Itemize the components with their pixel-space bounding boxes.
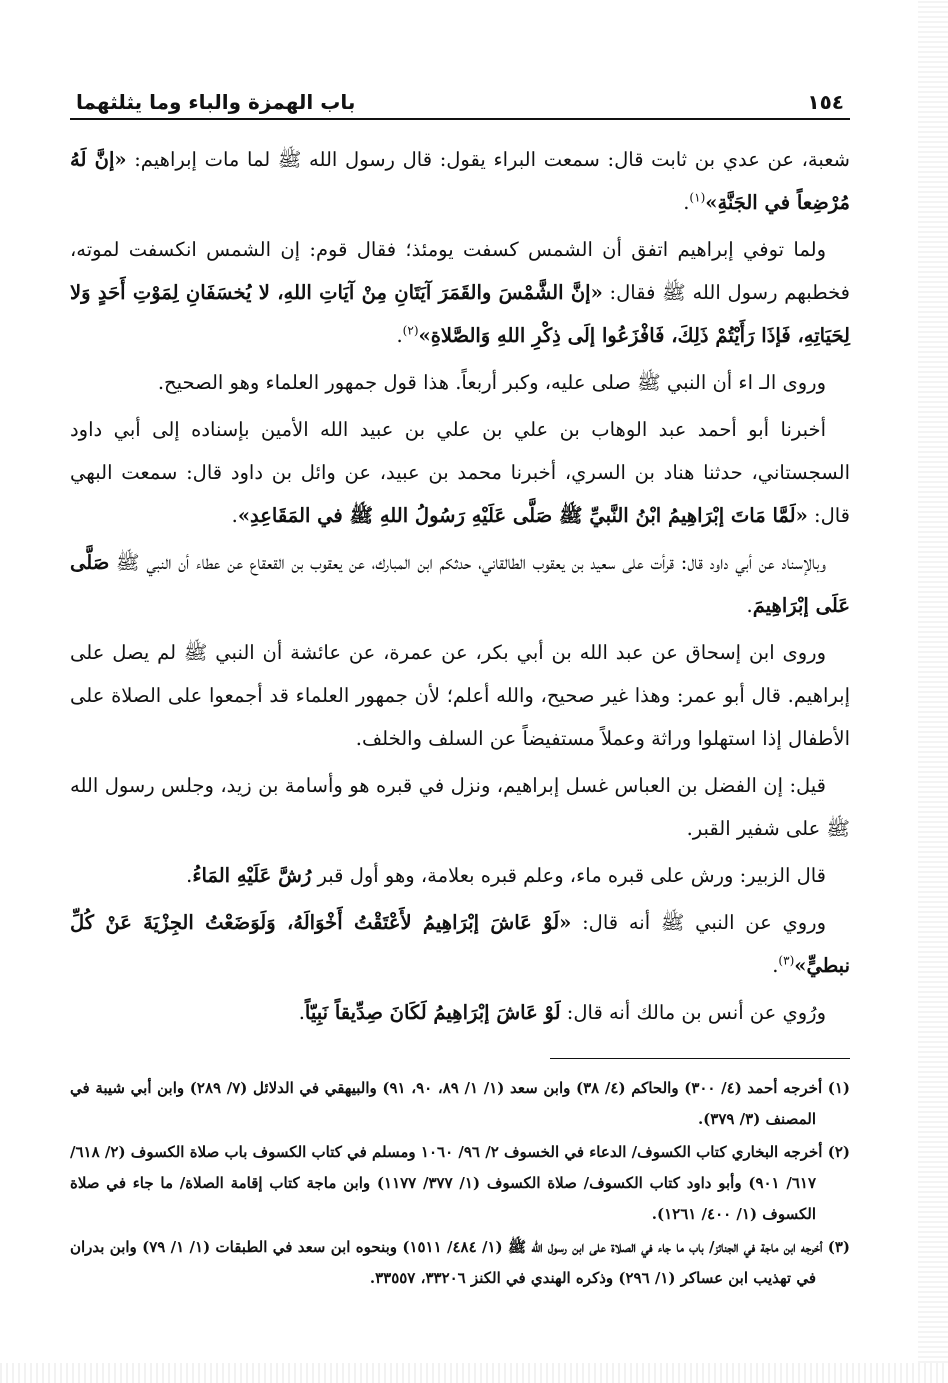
footnote-ref: (٣) [778,953,795,968]
footnote: (٣) أخرجه ابن ماجة في الجنائز/ باب ما جاء في الصلاة على ابن رسول الله ﷺ (١/ ٤٨٤/ ١٥١١) وبنحوه ابن سعد في الطبقات (١/ ١/ ٧٩) وابن بدران في تهذيب ابن عساكر (١/ ٢٩٦) وذكره الهندي في الكنز ٣٣٢٠٦، ٣٣٥٥٧. [70,1238,851,1287]
main-text [70,138,850,1034]
page-number: ١٥٤ [807,90,844,114]
paragraph [70,991,850,1034]
paragraph-text: وروي عن النبي ﷺ أنه قال: [571,911,826,934]
hadith-quote: لَوْ عَاشَ إبْرَاهِيمُ لَكَانَ صِدِّيقاً نَبِيّاً [304,1001,561,1024]
paragraph-text: وبالإسناد عن أبي داود قال: قرأت على سعيد بن يعقوب الطالقاني، حدثكم ابن المبارك، عن يعقوب بن القعقاع عن عطاء أن النبي ﷺ [109,551,826,574]
paragraph [70,901,850,987]
running-header [70,78,850,114]
paragraph-end: . [746,594,753,617]
paragraph-end: . [772,954,779,977]
hadith-quote: «لَوْ عَاشَ إبْرَاهِيمُ لأَعْتَقْتُ أَخْوَالَهُ، وَلَوَضَعْتُ الجِزْيَةَ عَنْ كُلِّ نبطيٍّ» [70,911,850,977]
paragraph [70,764,850,850]
paragraph-end: . [683,191,690,214]
footnote-separator [550,1058,850,1059]
paragraph [70,854,850,897]
footnote-ref: (٢) [402,323,419,338]
paragraph-text: وروى ابن إسحاق عن عبد الله بن أبي بكر، عن عمرة، عن عائشة أن النبي ﷺ لم يصل على إبراهيم. قال أبو عمر: وهذا غير صحيح، والله أعلم؛ لأن جمهور العلماء قد أجمعوا على الصلاة على الأطفال إذا استهلوا وراثة وعملاً مستفيضاً عن السلف والخلف. [70,641,850,750]
hadith-quote: رُشَّ عَلَيْهِ المَاءُ [192,864,312,887]
hadith-quote: «إنَّ لَهُ مُرْضِعاً في الجَنَّةِ» [70,148,850,214]
paragraph-end: . [231,504,238,527]
paragraph-end: . [396,324,403,347]
paragraph-text: ولما توفي إبراهيم اتفق أن الشمس كسفت يومئذ؛ فقال قوم: إن الشمس انكسفت لموته، فخطبهم رسول الله ﷺ فقال: [70,238,851,304]
footnote: (٢) أخرجه البخاري كتاب الكسوف/ الدعاء في الخسوف ٢/ ٩٦/ ١٠٦٠ ومسلم في كتاب الكسوف باب صلاة الكسوف (٢/ ٦١٨/ ٦١٧/ ٩٠١) وأبو داود كتاب الكسوف/ صلاة الكسوف (١/ ٣٧٧/ ١١٧٧) وابن ماجة كتاب إقامة الصلاة/ ما جاء في صلاة الكسوف (١/ ٤٠٠/ ١٢٦١). [70,1143,850,1223]
scan-edge-bottom [0,1363,948,1383]
paragraph [70,541,850,627]
paragraph-text: قال الزبير: ورش على قبره ماء، وعلم قبره بعلامة، وهو أول قبر [311,864,826,887]
paragraph-text: وروى الـ اء أن النبي ﷺ صلى عليه، وكبر أربعاً. هذا قول جمهور العلماء وهو الصحيح. [157,371,826,394]
scan-edge-right [918,0,948,1383]
book-page [70,78,850,1296]
hadith-quote: «إنَّ الشَّمْسَ والقَمَرَ آيَتَانِ مِنْ آيَاتِ اللهِ، لا يُخسَفَانِ لِمَوْتِ أَحَدٍ وَلا لِحَيَاتِهِ، فَإذَا رَأَيْتُمْ ذَلِكَ، فَافْزَعُوا إلَى ذِكْرِ اللهِ وَالصَّلاةِ» [70,281,850,347]
paragraph [70,631,850,760]
paragraph [70,361,850,404]
paragraph [70,408,850,537]
paragraph [70,228,850,357]
footnotes [70,1073,850,1294]
paragraph-text: أخبرنا أبو أحمد عبد الوهاب بن علي بن علي بن عبيد الله الأمين بإسناده إلى أبي داود السجستاني، حدثنا هناد بن السري، أخبرنا محمد بن عبيد، عن وائل بن داود قال: سمعت البهي قال: [70,418,850,527]
footnote-ref: (١) [689,190,706,205]
paragraph [70,138,850,224]
paragraph-text: قيل: إن الفضل بن العباس غسل إبراهيم، ونزل في قبره هو وأسامة بن زيد، وجلس رسول الله ﷺ على شفير القبر. [70,774,850,840]
paragraph-end: . [186,864,193,887]
footnote: (١) أخرجه أحمد (٤/ ٣٠٠) والحاكم (٤/ ٣٨) وابن سعد (١/ ١/ ٨٩، ٩٠، ٩١) والبيهقي في الدلائل (٧/ ٢٨٩) وابن أبي شيبة في المصنف (٣/ ٣٧٩). [70,1079,851,1128]
chapter-title: باب الهمزة والباء وما يثلثهما [76,90,356,114]
paragraph-end: . [298,1001,305,1024]
paragraph-text: ورُوي عن أنس بن مالك أنه قال: [560,1001,826,1024]
hadith-quote: صَلَّى عَلَى إبْرَاهِيمَ [70,551,850,617]
hadith-quote: «لَمَّا مَاتَ إبْرَاهِيمُ ابْنُ النَّبيِّ ﷺ صَلَّى عَلَيْهِ رَسُولُ اللهِ ﷺ في المَقَاعِدِ» [237,504,808,527]
header-rule [70,118,850,120]
paragraph-text: شعبة، عن عدي بن ثابت قال: سمعت البراء يقول: قال رسول الله ﷺ لما مات إبراهيم: [126,148,850,171]
